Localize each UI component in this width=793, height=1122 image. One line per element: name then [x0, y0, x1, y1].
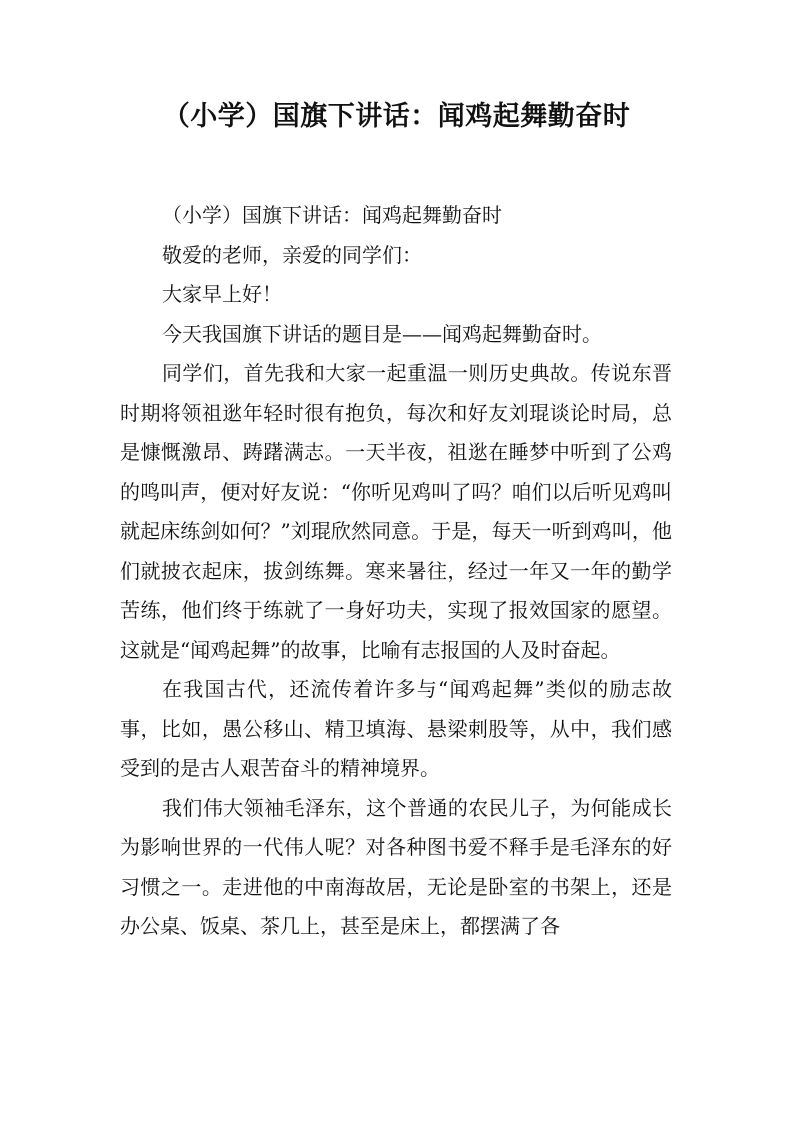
paragraph-salutation: 敬爱的老师，亲爱的同学们： — [162, 242, 422, 267]
paragraph-subtitle: （小学）国旗下讲话：闻鸡起舞勤奋时 — [162, 203, 502, 227]
document-body — [120, 196, 672, 947]
paragraph-mao-zedong: 我们伟大领袖毛泽东，这个普通的农民儿子，为何能成长为影响世界的一代伟人呢？对各种图书爱不释手是毛泽东的好习惯之一。走进他的中南海故居，无论是卧室的书架上，还是办公桌、饭桌、茶几上，甚至是床上，都摆满了各 — [120, 795, 672, 938]
paragraph-story: 同学们，首先我和大家一起重温一则历史典故。传说东晋时期将领祖逖年轻时很有抱负，每次和好友刘琨谈论时局，总是慷慨激昂、踌躇满志。一天半夜，祖逖在睡梦中听到了公鸡的鸣叫声，便对好友说：“你听见鸡叫了吗？咱们以后听见鸡叫就起床练剑如何？”刘琨欣然同意。于是，每天一听到鸡叫，他们就披衣起床，拔剑练舞。寒来暑往，经过一年又一年的勤学苦练，他们终于练就了一身好功夫，实现了报效国家的愿望。这就是“闻鸡起舞”的故事，比喻有志报国的人及时奋起。 — [120, 361, 672, 662]
paragraph-topic: 今天我国旗下讲话的题目是——闻鸡起舞勤奋时。 — [162, 321, 602, 346]
paragraph-greeting: 大家早上好！ — [162, 282, 282, 306]
paragraph-ancient-stories: 在我国古代，还流传着许多与“闻鸡起舞”类似的励志故事，比如，愚公移山、精卫填海、悬梁刺股等，从中，我们感受到的是古人艰苦奋斗的精神境界。 — [120, 677, 672, 780]
document-title: （小学）国旗下讲话：闻鸡起舞勤奋时 — [162, 101, 631, 132]
